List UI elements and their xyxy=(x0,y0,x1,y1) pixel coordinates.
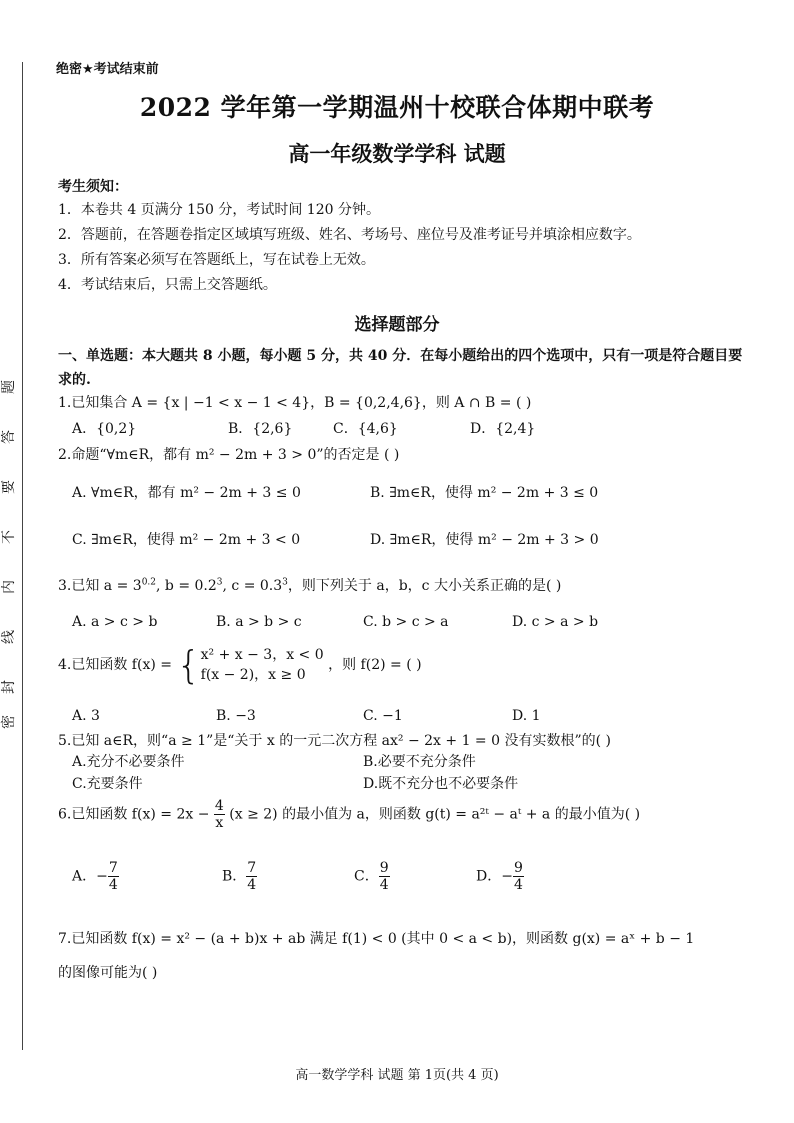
numerator: 7 xyxy=(108,860,118,876)
q4-option-a: A. 3 xyxy=(72,708,100,724)
side-char: 线 xyxy=(1,630,17,644)
q3-exponent: 0.2 xyxy=(141,577,157,588)
question-4-stem xyxy=(58,645,422,685)
binding-line xyxy=(22,62,23,1050)
q1-option-c: C．{4,6} xyxy=(333,421,398,437)
question-1-stem: 1.已知集合 A = {x | −1 < x − 1 < 4}，B = {0,2,4,6}，则 A ∩ B = ( ) xyxy=(58,395,532,411)
denominator: 4 xyxy=(247,877,257,893)
fraction xyxy=(379,860,390,893)
exam-title: 2022 学年第一学期温州十校联合体期中联考 xyxy=(139,93,655,122)
confidential-mark: 绝密★考试结束前 xyxy=(56,62,159,77)
section-title: 选择题部分 xyxy=(354,315,440,335)
q1-option-a: A．{0,2} xyxy=(72,421,137,437)
notice-heading: 考生须知： xyxy=(58,179,128,195)
numerator: 4 xyxy=(214,798,224,814)
page-footer: 高一数学学科 试题 第 1页(共 4 页) xyxy=(295,1068,499,1083)
q3-exponent: 3 xyxy=(282,577,288,588)
side-char: 不 xyxy=(1,530,17,544)
question-5-stem: 5.已知 a∈R，则“a ≥ 1”是“关于 x 的一元二次方程 ax² − 2x + 1 = 0 没有实数根”的( ) xyxy=(58,733,612,749)
q2-option-d: D. ∃m∈R，使得 m² − 2m + 3 > 0 xyxy=(370,532,599,548)
binding-margin-label xyxy=(0,380,18,740)
q6-option-d xyxy=(476,860,524,893)
q4-option-b: B. −3 xyxy=(216,708,256,724)
option-label: A． xyxy=(72,868,97,885)
q4-option-c: C. −1 xyxy=(363,708,403,724)
part-intro: 一、单选题：本大题共 8 小题，每小题 5 分，共 40 分．在每小题给出的四个选项中，只有一项是符合题目要求的. xyxy=(58,348,743,388)
side-char: 密 xyxy=(1,715,17,729)
q4-option-d: D. 1 xyxy=(512,708,541,724)
q5-option-b: B.必要不充分条件 xyxy=(363,754,476,770)
numerator: 9 xyxy=(513,860,523,876)
q3-option-d: D. c > a > b xyxy=(512,614,599,630)
numerator: 7 xyxy=(247,860,257,876)
side-char: 答 xyxy=(1,430,17,444)
q6-option-c xyxy=(354,860,390,893)
sign: − xyxy=(501,868,513,885)
q3-text: , c = 0.3 xyxy=(222,578,283,594)
q3-option-b: B. a > b > c xyxy=(216,614,302,630)
piecewise-cases xyxy=(201,645,324,685)
q6-option-b xyxy=(222,860,257,893)
q6-text: 6.已知函数 f(x) = 2x − xyxy=(58,806,210,823)
notice-item: 3．所有答案必须写在答题纸上，写在试卷上无效。 xyxy=(58,252,375,268)
fraction xyxy=(108,860,119,893)
q3-option-c: C. b > c > a xyxy=(363,614,449,630)
sign: − xyxy=(96,868,108,885)
case-line: f(x − 2)，x ≥ 0 xyxy=(200,667,306,683)
side-char: 内 xyxy=(1,580,17,594)
denominator: 4 xyxy=(379,877,389,893)
question-2-stem: 2.命题“∀m∈R，都有 m² − 2m + 3 > 0”的否定是 ( ) xyxy=(58,447,400,463)
fraction xyxy=(214,798,225,831)
fraction xyxy=(513,860,524,893)
side-char: 要 xyxy=(1,480,17,494)
q1-option-b: B．{2,6} xyxy=(228,421,293,437)
q3-text: ，则下列关于 a，b，c 大小关系正确的是( ) xyxy=(287,578,562,594)
q3-exponent: 3 xyxy=(216,577,223,588)
q1-option-d: D．{2,4} xyxy=(470,421,536,437)
question-3-stem xyxy=(58,577,561,595)
notice-item: 1．本卷共 4 页满分 150 分，考试时间 120 分钟。 xyxy=(58,202,380,218)
q6-option-a xyxy=(72,860,119,893)
option-label: C． xyxy=(354,868,379,885)
question-7-stem: 7.已知函数 f(x) = x² − (a + b)x + ab 满足 f(1) < 0 (其中 0 < a < b)，则函数 g(x) = aˣ + b − 1 xyxy=(58,931,695,947)
q2-option-a: A. ∀m∈R，都有 m² − 2m + 3 ≤ 0 xyxy=(72,485,301,501)
numerator: 9 xyxy=(379,860,389,876)
case-line: x² + x − 3，x < 0 xyxy=(200,647,324,663)
option-label: D． xyxy=(476,868,502,885)
q3-option-a: A. a > c > b xyxy=(72,614,158,630)
notice-item: 2．答题前，在答题卷指定区域填写班级、姓名、考场号、座位号及准考证号并填涂相应数字。 xyxy=(58,227,641,243)
option-label: B． xyxy=(222,868,247,885)
q2-option-b: B. ∃m∈R，使得 m² − 2m + 3 ≤ 0 xyxy=(370,485,599,501)
q5-option-a: A.充分不必要条件 xyxy=(72,754,185,770)
notice-item: 4．考试结束后，只需上交答题纸。 xyxy=(58,277,277,293)
question-7-stem-line2: 的图像可能为( ) xyxy=(58,965,158,981)
side-char: 题 xyxy=(1,380,17,394)
q3-text: 3.已知 a = 3 xyxy=(58,578,142,594)
question-6-stem xyxy=(58,798,640,831)
denominator: 4 xyxy=(513,877,523,893)
denominator: x xyxy=(215,815,224,831)
fraction xyxy=(246,860,257,893)
brace-symbol: { xyxy=(176,643,201,687)
denominator: 4 xyxy=(108,877,118,893)
q3-text: , b = 0.2 xyxy=(156,578,217,594)
q4-text: 4.已知函数 f(x) = xyxy=(58,657,172,673)
exam-subtitle: 高一年级数学学科 试题 xyxy=(288,141,506,166)
q2-option-c: C. ∃m∈R，使得 m² − 2m + 3 < 0 xyxy=(72,532,301,548)
q5-option-c: C.充要条件 xyxy=(72,776,143,792)
q5-option-d: D.既不充分也不必要条件 xyxy=(363,776,519,792)
q4-text: ，则 f(2) = ( ) xyxy=(328,657,422,673)
side-char: 封 xyxy=(1,680,17,694)
q6-text: (x ≥ 2) 的最小值为 a，则函数 g(t) = a²ᵗ − aᵗ + a 的最小值为( ) xyxy=(229,806,641,823)
